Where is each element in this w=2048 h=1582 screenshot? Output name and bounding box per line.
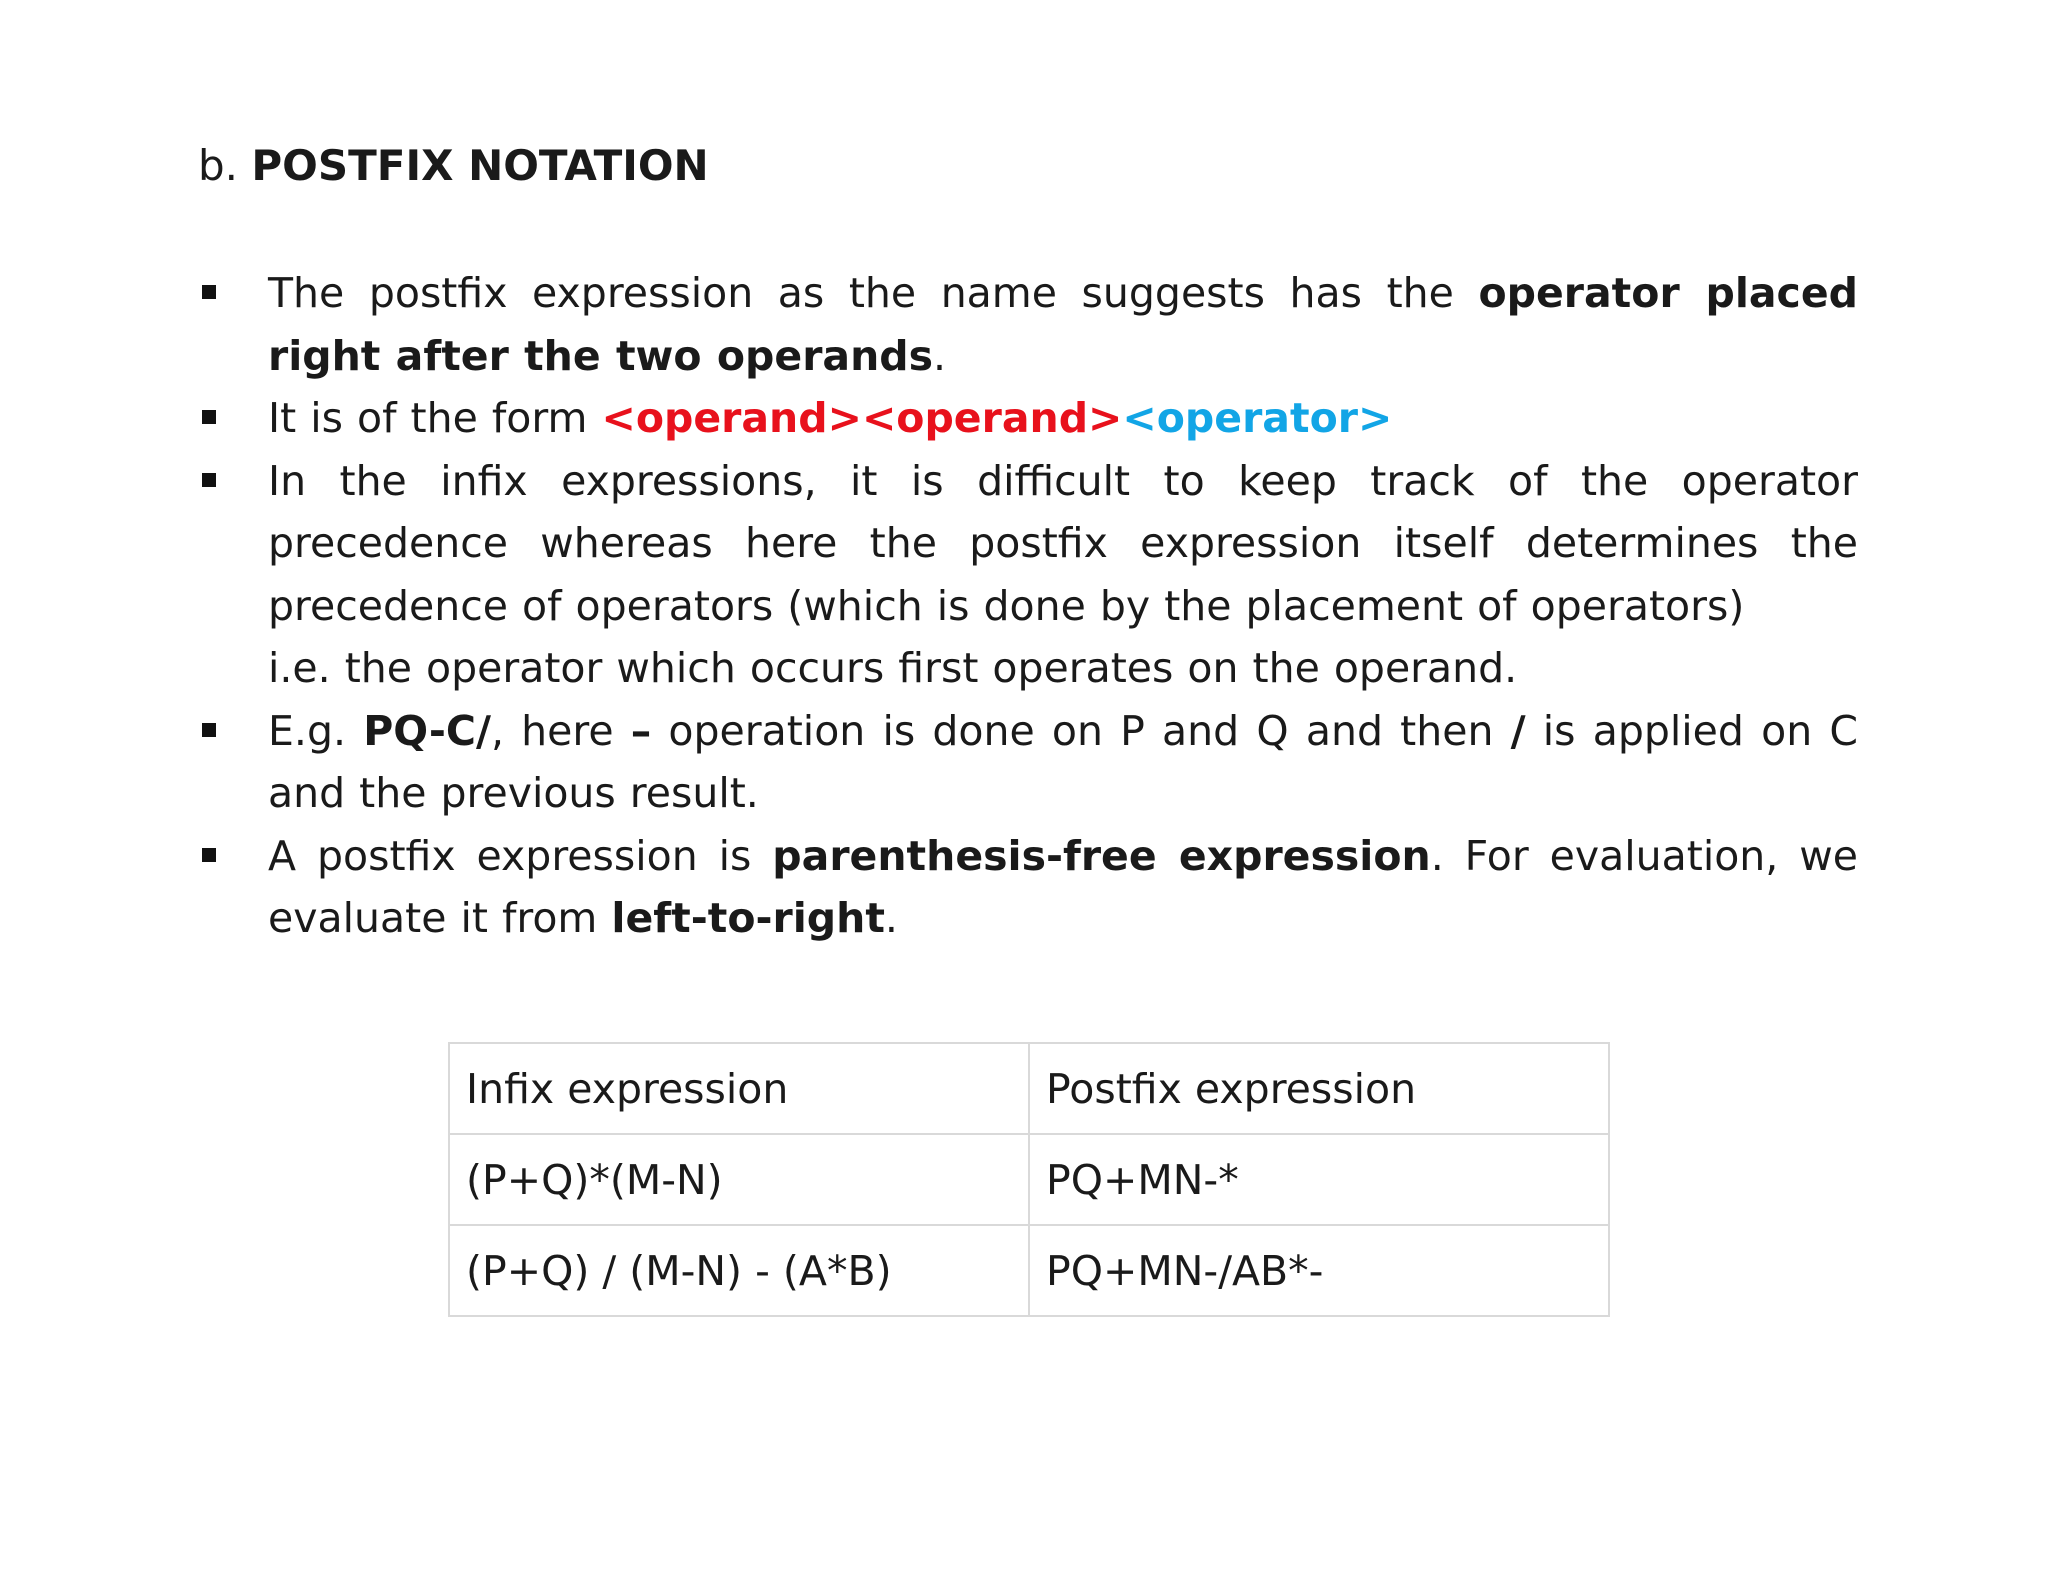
operator-form-text: <operator> xyxy=(1122,394,1393,442)
square-bullet-icon xyxy=(202,285,216,299)
table-cell-infix: (P+Q) / (M-N) - (A*B) xyxy=(449,1225,1029,1316)
operand-form-text: <operand><operand> xyxy=(601,394,1123,442)
table-cell-postfix: PQ+MN-* xyxy=(1029,1134,1609,1225)
square-bullet-icon xyxy=(202,848,216,862)
table-header-postfix: Postfix expression xyxy=(1029,1043,1609,1134)
bullet-text: The postfix expression as the name suggests has the xyxy=(268,269,1479,317)
bullet-item xyxy=(198,450,1858,700)
square-bullet-icon xyxy=(202,410,216,424)
bullet-continuation-line: i.e. the operator which occurs first operates on the operand. xyxy=(268,644,1518,692)
bold-text: parenthesis-free expression xyxy=(772,831,1431,880)
bold-text: left-to-right xyxy=(611,894,885,942)
bullet-text: is applied on C and the previous result. xyxy=(268,706,1858,817)
bold-text: PQ-C/ xyxy=(363,706,491,755)
bold-text: – xyxy=(630,706,652,755)
section-heading xyxy=(198,138,709,194)
bullet-text: operation is done on P and Q and then xyxy=(651,706,1511,755)
table-row xyxy=(449,1225,1609,1316)
square-bullet-icon xyxy=(202,723,216,737)
bold-text: / xyxy=(1510,706,1526,755)
bullet-text: . For evaluation, we evaluate it from xyxy=(268,831,1858,942)
notation-table xyxy=(448,1042,1610,1317)
square-bullet-icon xyxy=(202,473,216,487)
bullet-text: A postfix expression is xyxy=(268,831,773,880)
table-header-row xyxy=(449,1043,1609,1134)
bullet-item xyxy=(198,825,1858,950)
table-header-infix: Infix expression xyxy=(449,1043,1029,1134)
bullet-item xyxy=(198,700,1858,825)
table-row xyxy=(449,1134,1609,1225)
bullet-text: . xyxy=(933,331,947,380)
bullet-text: E.g. xyxy=(268,706,364,755)
bold-text: operator placed right after the two operands xyxy=(268,269,1859,380)
bullet-list xyxy=(198,262,1858,950)
bullet-item xyxy=(198,262,1858,387)
bullet-text: . xyxy=(884,894,898,942)
table-cell-postfix: PQ+MN-/AB*- xyxy=(1029,1225,1609,1316)
section-heading-title: POSTFIX NOTATION xyxy=(251,141,709,190)
section-heading-prefix: b. xyxy=(198,141,252,190)
bullet-item xyxy=(198,387,1858,450)
bullet-text: In the infix expressions, it is difficult to keep track of the operator precedence whereas here the postfix expression itself determines the precedence of operators (which is done by the placement of operators) xyxy=(268,456,1858,630)
bullet-text: It is of the form xyxy=(268,394,602,442)
bullet-text: , here xyxy=(490,706,631,755)
table-cell-infix: (P+Q)*(M-N) xyxy=(449,1134,1029,1225)
